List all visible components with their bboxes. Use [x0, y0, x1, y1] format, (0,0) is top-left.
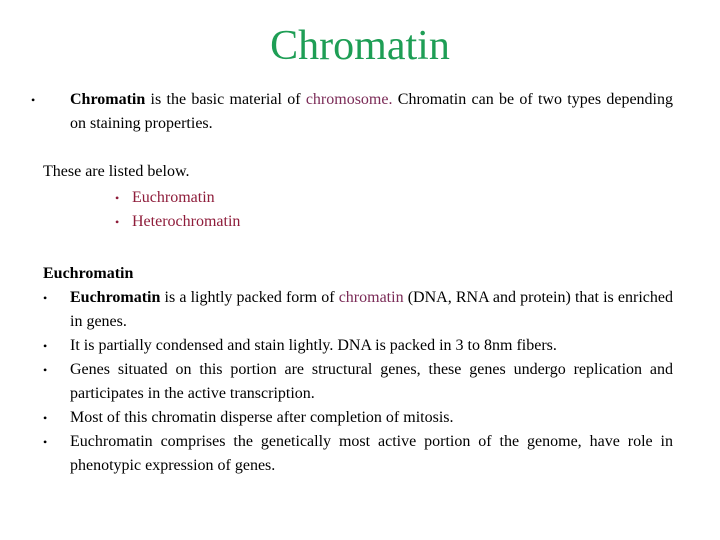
bullet-icon: •	[43, 363, 48, 377]
types-list	[115, 186, 720, 234]
type-item	[115, 186, 720, 210]
bullet-text: Genes situated on this portion are structural genes, these genes undergo replication and participates in the active transcription.	[70, 361, 673, 402]
bullet-icon: •	[115, 191, 120, 205]
list-item	[43, 430, 673, 478]
bullet-icon: •	[43, 291, 48, 305]
bullet-text: Most of this chromatin disperse after completion of mitosis.	[70, 409, 454, 426]
bullet-icon: •	[43, 435, 48, 449]
bullet-bold-term: Euchromatin	[70, 289, 161, 306]
section-bullet-list	[43, 286, 673, 478]
intro-highlight: chromosome.	[305, 91, 393, 108]
bullet-text-b: (DNA, RNA and protein) that is enriched in genes.	[70, 289, 673, 330]
type-label: Euchromatin	[132, 189, 215, 206]
list-item	[43, 358, 673, 406]
listed-text: These are listed below.	[43, 163, 190, 180]
type-item	[115, 210, 720, 234]
bullet-text: It is partially condensed and stain lightly. DNA is packed in 3 to 8nm fibers.	[70, 337, 557, 354]
intro-text-b: Chromatin can be of two types depending on staining properties.	[70, 91, 673, 132]
euchromatin-section	[43, 262, 673, 478]
bullet-icon: •	[43, 339, 48, 353]
intro-bullet	[31, 88, 673, 136]
intro-text-a: is the basic material of	[145, 91, 306, 108]
bullet-icon: •	[115, 215, 120, 229]
list-item	[43, 406, 673, 430]
type-label: Heterochromatin	[132, 213, 241, 230]
section-heading: Euchromatin	[43, 265, 134, 282]
bullet-text-a: is a lightly packed form of	[160, 289, 339, 306]
bullet-highlight: chromatin	[338, 289, 404, 306]
intro-block	[31, 88, 673, 136]
bullet-icon: •	[31, 93, 36, 107]
list-item	[43, 334, 673, 358]
bullet-icon: •	[43, 411, 48, 425]
list-item	[43, 286, 673, 334]
slide-title: Chromatin	[270, 23, 450, 69]
bullet-text: Euchromatin comprises the genetically most active portion of the genome, have role in phenotypic expression of genes.	[70, 433, 673, 474]
intro-bold-term: Chromatin	[70, 91, 146, 108]
